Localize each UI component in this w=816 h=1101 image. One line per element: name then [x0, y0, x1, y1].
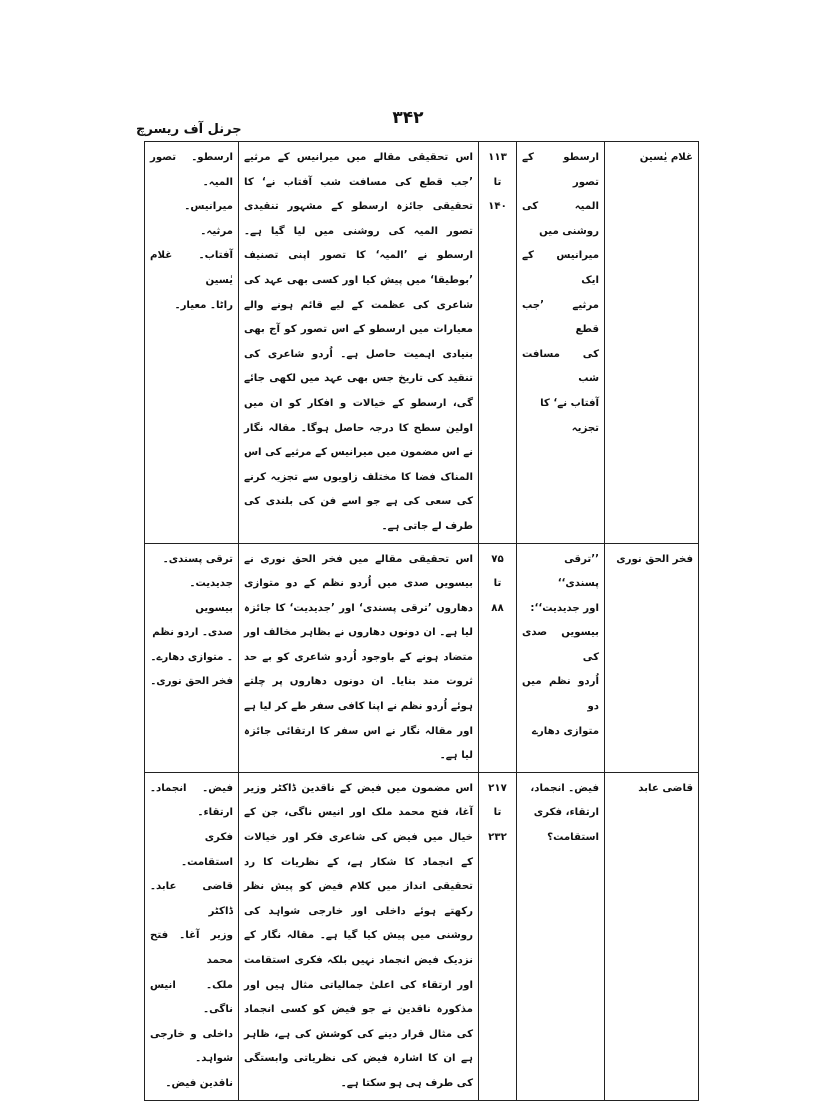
keyword-line: جدیدیت۔ بیسویں: [189, 578, 233, 614]
title-cell: [517, 772, 605, 1100]
summary-cell: اس تحقیقی مقالے میں فخر الحق نوری نے بیسویں صدی میں اُردو نظم کے دو متوازی دھاروں ’ترقی پسندی‘ اور ’جدیدیت‘ کا جائزہ لیا ہے۔ ان دونوں دھاروں نے بظاہر مخالف اور متضاد ہونے کے باوجود اُردو شاعری کو بے حد ثروت مند بنایا۔ ان دونوں دھاروں پر چلتے ہوئے اُردو نظم نے اپنا کافی سفر طے کر لیا ہے اور مقالہ نگار نے اس سفر کا ارتقائی جائزہ لیا ہے۔: [239, 543, 479, 772]
page-start: ۱۱۳: [488, 152, 507, 163]
table-row: [145, 142, 699, 544]
page-to: تا: [493, 807, 502, 819]
keyword-line: قاضی عابد۔ ڈاکٹر: [150, 881, 233, 917]
page-to: تا: [493, 578, 502, 590]
title-line: ارسطو کے تصور: [522, 152, 599, 188]
keyword-line: ارسطو۔ تصور المیہ۔: [150, 152, 233, 188]
keyword-line: صدی۔ اردو نظم: [152, 627, 233, 639]
title-line: استقامت؟: [547, 832, 599, 844]
title-line: ارتقاء، فکری: [533, 807, 599, 819]
page-end: ۱۴۰: [488, 201, 507, 213]
page-end: ۲۳۲: [488, 832, 507, 844]
keyword-line: فکری استقامت۔: [181, 832, 233, 868]
keyword-line: وزیر آغا۔ فتح محمد: [150, 930, 233, 966]
keyword-line: ۔ متوازی دھارے۔: [150, 651, 233, 663]
keyword-line: فخر الحق نوری۔: [150, 676, 233, 688]
title-cell: [517, 142, 605, 544]
entries-table-container: [144, 141, 693, 1089]
title-line: متوازی دھارے: [531, 725, 599, 737]
title-cell: [517, 543, 605, 772]
author-cell: فخر الحق نوری: [605, 543, 699, 772]
summary-cell: اس مضمون میں فیض کے ناقدین ڈاکٹر وزیر آغا، فتح محمد ملک اور انیس ناگی، جن کے خیال میں فیض کی شاعری فکر اور خیالات کے انجماد کا شکار ہے، کے نظریات کا رد تحقیقی انداز میں کلام فیض کو پیش نظر رکھتے ہوئے داخلی اور خارجی شواہد کی روشنی میں پیش کیا گیا ہے۔ مقالہ نگار کے نزدیک فیض انجماد نہیں بلکہ فکری استقامت اور ارتقاء کی اعلیٰ جمالیاتی مثال ہیں اور مذکورہ ناقدین نے جو فیض کو کسی انجماد کی مثال قرار دینے کی کوشش کی ہے، ظاہر ہے ان کا اشارہ فیض کی نظریاتی وابستگی کی طرف ہی ہو سکتا ہے۔: [239, 772, 479, 1100]
author-cell: غلام یٰسین: [605, 142, 699, 544]
table-row: [145, 772, 699, 1100]
keyword-line: ترقی پسندی۔: [162, 553, 233, 565]
entries-table: [144, 141, 699, 1101]
title-line: کی مسافت شب: [522, 348, 599, 385]
title-line: میرانیس کے ایک: [522, 250, 599, 286]
page-end: ۸۸: [491, 602, 504, 614]
title-line: اُردو نظم میں دو: [522, 676, 599, 713]
title-line: مرثیے ’جب قطع: [522, 299, 599, 336]
pages-cell: [479, 772, 517, 1100]
keyword-line: میرانیس۔ مرثیہ۔: [184, 201, 233, 237]
title-line: فیض۔ انجماد،: [530, 782, 599, 794]
keywords-cell: [145, 772, 239, 1100]
page-to: تا: [493, 176, 502, 188]
keyword-line: داخلی و خارجی شواہد۔: [150, 1028, 233, 1065]
keyword-line: فیض۔ انجماد۔ ارتقاء۔: [150, 782, 233, 819]
keywords-cell: [145, 543, 239, 772]
journal-title: جرنل آف ریسرچ: [136, 122, 242, 137]
summary-cell: اس تحقیقی مقالے میں میرانیس کے مرثیے ’جب قطع کی مسافت شب آفتاب نے‘ کا تحقیقی جائزہ ارسطو کے مشہور تنقیدی تصور المیہ کی روشنی میں لیا گیا ہے۔ ارسطو نے ’المیہ‘ کا تصور اپنی تصنیف ’بوطیقا‘ میں پیش کیا اور کسی بھی عہد کی شاعری کی عظمت کے لیے قائم ہونے والے معیارات میں ارسطو کے اس تصور کو آج بھی بنیادی اہمیت حاصل ہے۔ اُردو شاعری کی تنقید کی تاریخ جس بھی عہد میں لکھی جائے گی، ارسطو کے خیالات و افکار کو ان میں اولین سطح کا درجہ حاصل ہوگا۔ مقالہ نگار نے اس مضمون میں میرانیس کے مرثیے کی اس المناک فضا کا مختلف زاویوں سے تجزیہ کرنے کی سعی کی ہے جو اسے فن کی بلندی کی طرف لے جاتی ہے۔: [239, 142, 479, 544]
author-cell: قاضی عابد: [605, 772, 699, 1100]
title-line: تجزیہ: [571, 422, 599, 434]
page-number: ۳۴۲: [392, 108, 424, 128]
keyword-line: آفتاب۔ غلام یٰسین: [150, 250, 233, 286]
title-line: ’’ترقی پسندی‘‘: [557, 553, 599, 590]
pages-cell: [479, 142, 517, 544]
title-line: المیہ کی روشنی میں: [522, 201, 599, 237]
table-row: [145, 543, 699, 772]
pages-cell: [479, 543, 517, 772]
title-line: بیسویں صدی کی: [522, 627, 599, 663]
keywords-cell: [145, 142, 239, 544]
keyword-line: راٹا۔ معیار۔: [174, 299, 233, 311]
page-start: ۷۵: [491, 553, 504, 565]
keyword-line: ملک۔ انیس ناگی۔: [150, 979, 233, 1016]
page-start: ۲۱۷: [488, 782, 507, 794]
title-line: اور جدیدیت‘‘:: [530, 602, 599, 614]
title-line: آفتاب نے‘ کا: [540, 397, 599, 409]
keyword-line: ناقدین فیض۔: [165, 1077, 233, 1089]
